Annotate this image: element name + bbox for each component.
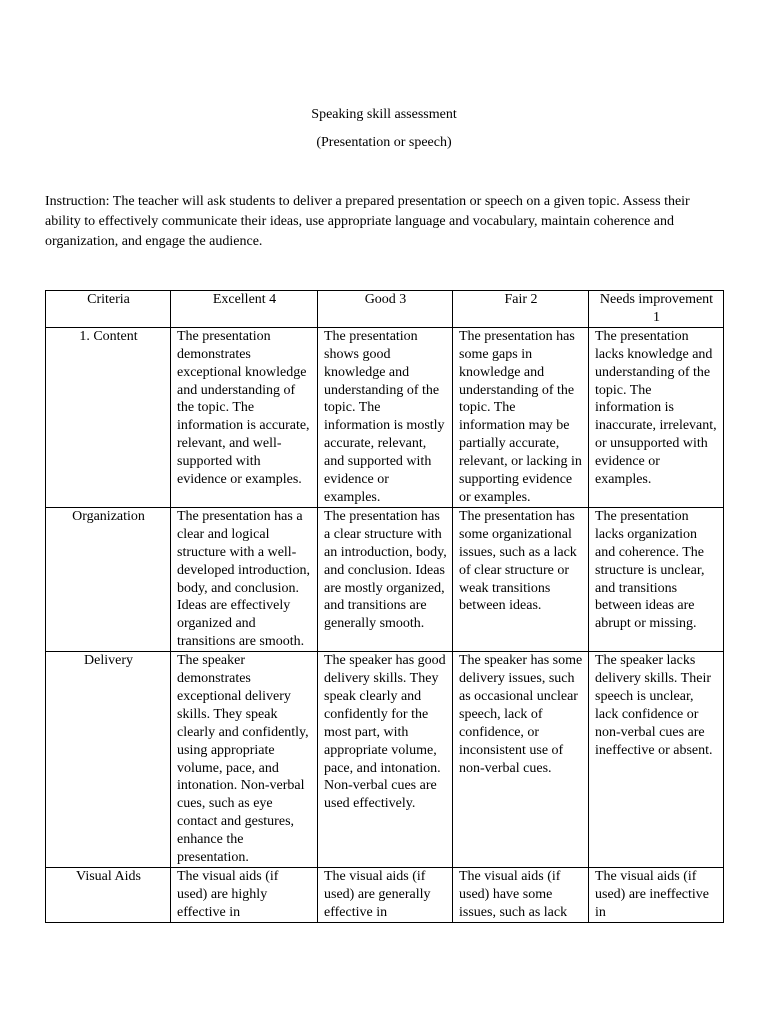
rubric-cell-text: The visual aids (if used) are ineffective in xyxy=(595,869,710,920)
rubric-cell: The presentation has a clear structure with an introduction, body, and conclusion. Ideas are mostly organized, and transitions are generally smooth. xyxy=(318,507,453,651)
rubric-cell: The speaker has good delivery skills. They speak clearly and confidently for the most part, with appropriate volume, pace, and intonation. Non-verbal cues are used effectively. xyxy=(318,652,453,868)
table-row xyxy=(46,868,724,923)
rubric-cell: The speaker lacks delivery skills. Their speech is unclear, lack confidence or non-verbal cues are ineffective or absent. xyxy=(589,652,724,868)
table-header-row xyxy=(46,291,724,328)
rubric-cell: The presentation lacks organization and coherence. The structure is unclear, and transitions between ideas are abrupt or missing. xyxy=(589,507,724,651)
rubric-cell: The presentation demonstrates exceptional knowledge and understanding of the topic. The information is accurate, relevant, and well-supported with evidence or examples. xyxy=(171,327,318,507)
table-row xyxy=(46,327,724,507)
rubric-cell: The presentation has a clear and logical structure with a well-developed introduction, body, and conclusion. Ideas are effectively organized and transitions are smooth. xyxy=(171,507,318,651)
instruction-paragraph: Instruction: The teacher will ask students to deliver a prepared presentation or speech on a given topic. Assess their ability to effectively communicate their ideas, use appropriate language and vocabulary, maintain coherence and organization, and engage the audience. xyxy=(45,194,690,249)
criterion-cell: Organization xyxy=(46,507,171,651)
rubric-cell xyxy=(318,868,453,923)
table-row xyxy=(46,507,724,651)
rubric-cell xyxy=(589,868,724,923)
header-criteria: Criteria xyxy=(46,291,171,328)
rubric-cell: The speaker demonstrates exceptional delivery skills. They speak clearly and confidently, using appropriate volume, pace, and intonation. Non-verbal cues, such as eye contact and gestures, enhance the presentation. xyxy=(171,652,318,868)
document-subtitle: (Presentation or speech) xyxy=(316,135,452,150)
table-row xyxy=(46,652,724,868)
rubric-cell: The presentation has some gaps in knowledge and understanding of the topic. The information may be partially accurate, relevant, or lacking in supporting evidence or examples. xyxy=(453,327,589,507)
header-fair: Fair 2 xyxy=(453,291,589,328)
rubric-cell: The presentation has some organizational issues, such as a lack of clear structure or weak transitions between ideas. xyxy=(453,507,589,651)
rubric-cell: The speaker has some delivery issues, such as occasional unclear speech, lack of confidence, or inconsistent use of non-verbal cues. xyxy=(453,652,589,868)
header-good: Good 3 xyxy=(318,291,453,328)
rubric-cell-text: The visual aids (if used) are generally effective in xyxy=(324,869,431,920)
document-title: Speaking skill assessment xyxy=(311,107,457,122)
criterion-cell xyxy=(46,868,171,923)
assessment-rubric-table xyxy=(45,290,724,923)
rubric-cell-text: The visual aids (if used) have some issues, such as lack xyxy=(459,869,568,920)
rubric-cell-text: The visual aids (if used) are highly effective in xyxy=(177,869,279,920)
header-excellent: Excellent 4 xyxy=(171,291,318,328)
rubric-cell xyxy=(453,868,589,923)
criterion-text: Visual Aids xyxy=(76,869,141,884)
rubric-cell: The presentation lacks knowledge and understanding of the topic. The information is inaccurate, irrelevant, or unsupported with evidence or examples. xyxy=(589,327,724,507)
header-needs-improvement: Needs improvement 1 xyxy=(589,291,724,328)
rubric-cell xyxy=(171,868,318,923)
rubric-cell: The presentation shows good knowledge and understanding of the topic. The information is mostly accurate, relevant, and supported with evidence or examples. xyxy=(318,327,453,507)
criterion-cell: 1. Content xyxy=(46,327,171,507)
criterion-cell: Delivery xyxy=(46,652,171,868)
